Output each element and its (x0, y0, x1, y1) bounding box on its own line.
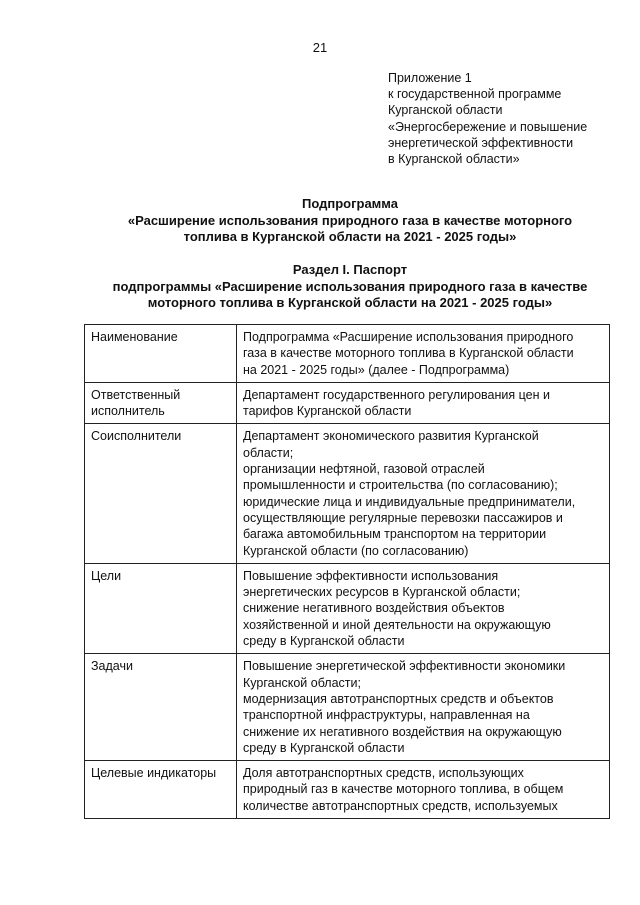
passport-row-responsible (85, 382, 610, 424)
page-number: 21 (312, 40, 328, 55)
value-line: Департамент государственного регулирования цен и (243, 387, 550, 402)
value-line: энергетических ресурсов в Курганской области; (243, 585, 521, 600)
passport-row-indicators (85, 761, 610, 819)
section-title-line: моторного топлива в Курганской области на 2021 - 2025 годы» (147, 295, 553, 310)
row-value (237, 761, 610, 819)
value-line: газа в качестве моторного топлива в Курганской области (243, 346, 574, 361)
appendix-line: в Курганской области» (388, 152, 520, 167)
label-line: Соисполнители (91, 429, 182, 444)
value-line: Повышение энергетической эффективности экономики (243, 659, 566, 674)
label-line: исполнитель (91, 404, 165, 419)
appendix-line: энергетической эффективности (388, 135, 574, 150)
subprogram-title-line: «Расширение использования природного газа в качестве моторного (127, 212, 573, 228)
row-label (85, 382, 237, 424)
appendix-line: к государственной программе (388, 87, 562, 102)
value-line: среду в Курганской области (243, 740, 405, 755)
label-line: Целевые индикаторы (91, 766, 217, 781)
value-line: количестве автотранспортных средств, используемых (243, 798, 558, 813)
appendix-line: «Энергосбережение и повышение (388, 119, 588, 134)
row-label (85, 563, 237, 653)
value-line: модернизация автотранспортных средств и объектов (243, 691, 554, 706)
label-line: Задачи (91, 659, 133, 674)
value-line: хозяйственной и иной деятельности на окружающую (243, 617, 551, 632)
row-label (85, 325, 237, 383)
value-line: Курганской области (по согласованию) (243, 543, 469, 558)
row-label (85, 424, 237, 563)
label-line: Цели (91, 568, 122, 583)
section-title-line: подпрограммы «Расширение использования природного газа в качестве (112, 278, 588, 294)
value-line: юридические лица и индивидуальные предприниматели, (243, 494, 576, 509)
passport-row-co-executors (85, 424, 610, 563)
value-line: организации нефтяной, газовой отраслей (243, 462, 485, 477)
value-line: транспортной инфраструктуры, направленная на (243, 708, 530, 723)
row-value (237, 325, 610, 383)
value-line: снижение их негативного воздействия на окружающую (243, 724, 562, 739)
value-line: багажа автомобильным транспортом на территории (243, 527, 547, 542)
row-value (237, 382, 610, 424)
value-line: Доля автотранспортных средств, использующих (243, 766, 524, 781)
value-line: области; (243, 445, 294, 460)
value-line: Повышение эффективности использования (243, 568, 499, 583)
row-label (85, 654, 237, 761)
label-line: Ответственный (91, 387, 181, 402)
value-line: промышленности и строительства (по согласованию); (243, 478, 558, 493)
subprogram-title-line: Подпрограмма (302, 196, 398, 211)
passport-table (84, 324, 610, 819)
subprogram-title-line: топлива в Курганской области на 2021 - 2025 годы» (183, 229, 517, 244)
row-label (85, 761, 237, 819)
appendix-line: Курганской области (388, 103, 503, 118)
value-line: снижение негативного воздействия объектов (243, 601, 505, 616)
passport-row-goals (85, 563, 610, 653)
label-line: Наименование (91, 330, 178, 344)
passport-row-name (85, 325, 610, 383)
section-title (60, 262, 640, 312)
value-line: Курганской области; (243, 675, 361, 690)
value-line: осуществляющие регулярные перевозки пассажиров и (243, 510, 563, 525)
section-title-line: Раздел I. Паспорт (292, 262, 408, 277)
subprogram-title (60, 196, 640, 246)
row-value (237, 563, 610, 653)
row-value (237, 424, 610, 563)
value-line: Подпрограмма «Расширение использования природного (243, 330, 574, 344)
value-line: Департамент экономического развития Курганской (243, 429, 539, 444)
value-line: тарифов Курганской области (243, 404, 412, 419)
passport-row-tasks (85, 654, 610, 761)
value-line: природный газ в качестве моторного топлива, в общем (243, 782, 564, 797)
appendix-note (388, 70, 587, 167)
appendix-line: Приложение 1 (388, 71, 472, 85)
row-value (237, 654, 610, 761)
value-line: на 2021 - 2025 годы» (далее - Подпрограмма) (243, 362, 510, 377)
value-line: среду в Курганской области (243, 634, 405, 649)
